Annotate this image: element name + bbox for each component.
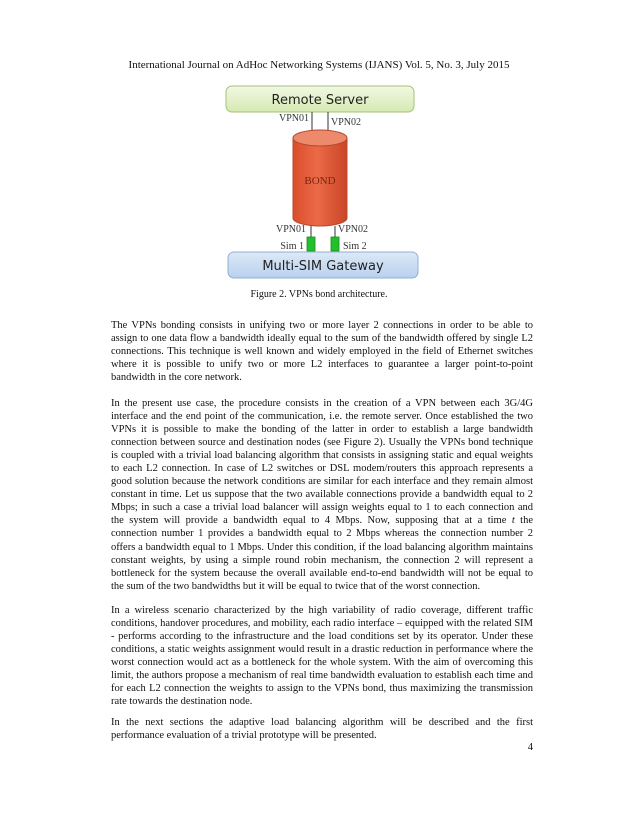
sim2-connector: [331, 237, 339, 251]
vpn01-bottom-label: VPN01: [275, 224, 306, 235]
multi-sim-gateway-label: Multi-SIM Gateway: [262, 259, 384, 274]
sim1-label: Sim 1: [280, 241, 304, 252]
vpn02-bottom-label: VPN02: [338, 224, 369, 235]
paragraph-2: In the present use case, the procedure consists in the creation of a VPN between each 3G/4G interface and the end point of the communication, i.e. the remote server. Once established the two VPNs it is possible to make the bonding of the latter in order to establish a large bandwidth connection between source and destination nodes (see Figure 2). Usually the VPNs bond technique is coupled with a trivial load balancing algorithm that consists in assigning static and equal weights to each L2 connection. In case of L2 switches or DSL modem/routers this approach represents a good solution because the network conditions are similar for each interface and they remain almost constant in time. Let us suppose that the two available connections provide a bandwidth equal to 2 Mbps; in such a case a trivial load balancer will assign weights equal to 1 to each connection and the system will provide a bandwidth equal to 4 Mbps. Now, supposing that at a time t the connection number 1 provides a bandwidth equal to 2 Mbps whereas the connection number 2 offers a bandwidth equal to 1 Mbps. Under this condition, if the load balancing algorithm maintains constant weights, by using a simple round robin mechanism, the connection 2 will represent a bottleneck for the system because the overall available end-to-end bandwidth will not be equal to the sum of the two bandwidths but it will be equal to twice that of the worst connection.: [111, 398, 534, 592]
sim2-label: Sim 2: [343, 241, 367, 252]
page-number: 4: [527, 742, 533, 753]
bond-label: BOND: [304, 175, 336, 187]
paragraph-1: The VPNs bonding consists in unifying two or more layer 2 connections in order to be able to assign to one data flow a bandwidth ideally equal to the sum of the bandwidth offered by single L2 connections. This technique is well known and widely employed in the field of Ethernet switches where it is possible to unify two or more L2 interfaces to guarantee a larger point-to-point bandwidth in the core network.: [111, 320, 533, 384]
journal-header: International Journal on AdHoc Networking Systems (IJANS) Vol. 5, No. 3, July 2015: [128, 59, 510, 71]
paragraph-4: In the next sections the adaptive load balancing algorithm will be described and the first performance evaluation of a trivial prototype will be presented.: [111, 717, 533, 742]
vpn02-top-label: VPN02: [331, 117, 362, 128]
sim1-connector: [307, 237, 315, 251]
vpn-bond-architecture-figure: [0, 0, 638, 300]
vpn01-top-label: VPN01: [278, 113, 309, 124]
variable-t: t: [511, 515, 515, 527]
paragraph-3: In a wireless scenario characterized by the high variability of radio coverage, different traffic conditions, handover procedures, and mobility, each radio interface – equipped with the related SIM - performs according to the infrastructure and the load conditions set by its operator. Under these conditions, a static weights assignment would result in a drastic reduction in performance where the worst connection would act as a bottleneck for the whole system. With the aim of overcoming this limit, the authors propose a mechanism of real time bandwidth evaluation to establish each time and for each L2 connection the weights to assign to the VPNs bond, thus maximizing the transmission rate towards the destination node.: [111, 605, 533, 708]
figure-caption: Figure 2. VPNs bond architecture.: [250, 289, 388, 300]
remote-server-label: Remote Server: [271, 93, 369, 108]
